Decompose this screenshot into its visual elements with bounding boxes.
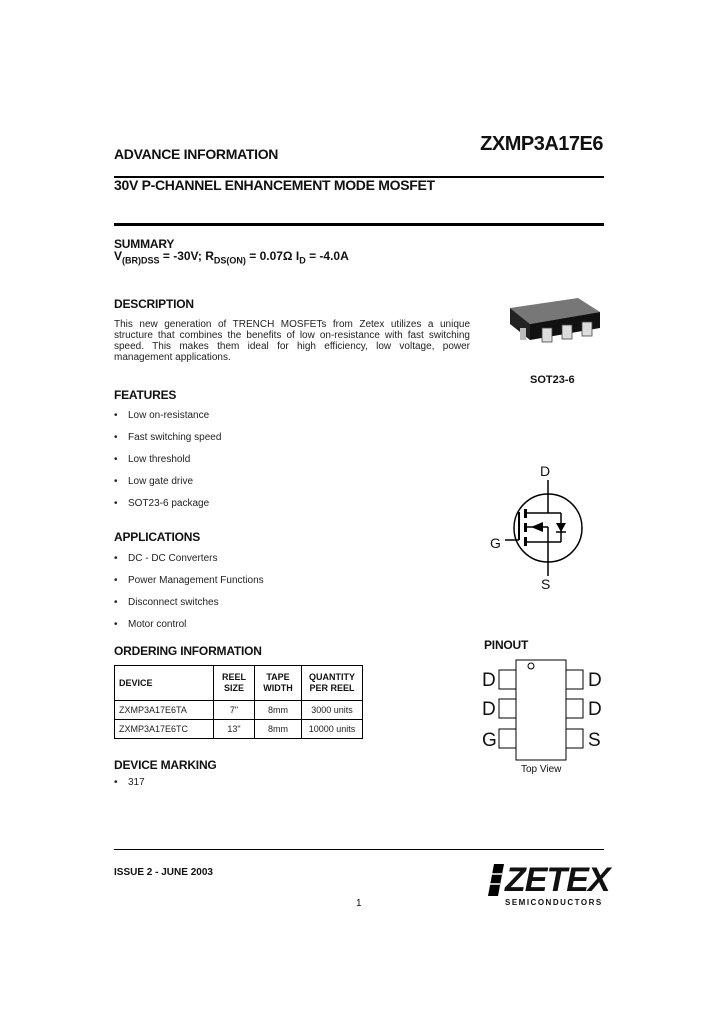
table-cell: 13" — [214, 720, 255, 739]
table-cell: 8mm — [255, 701, 302, 720]
features-heading: FEATURES — [114, 388, 177, 402]
zetex-logo: ZETEX — [505, 861, 610, 899]
table-row — [115, 720, 363, 739]
list-item: • Power Management Functions — [114, 575, 264, 586]
table-cell: 7" — [214, 701, 255, 720]
zetex-logo-mark-icon — [488, 864, 504, 896]
issue-date: ISSUE 2 - JUNE 2003 — [114, 867, 213, 878]
table-cell: 3000 units — [302, 701, 363, 720]
pin-label-left-1: D — [482, 670, 496, 691]
zetex-logo-subtitle: SEMICONDUCTORS — [505, 898, 603, 907]
header-rule-bottom — [114, 223, 604, 226]
pin-label-left-3: G — [482, 730, 497, 751]
pin-label-right-1: D — [588, 670, 602, 691]
device-marking-heading: DEVICE MARKING — [114, 758, 217, 772]
features-list — [114, 410, 221, 520]
column-header-quantity: QUANTITY PER REEL — [302, 666, 363, 701]
list-item: • Motor control — [114, 619, 187, 630]
product-subtitle: 30V P-CHANNEL ENHANCEMENT MODE MOSFET — [114, 177, 435, 193]
symbol-source-label: S — [541, 576, 551, 592]
list-item: • Low on-resistance — [114, 410, 210, 421]
ordering-table — [114, 665, 363, 739]
list-item: • DC - DC Converters — [114, 553, 218, 564]
table-header-row — [115, 666, 363, 701]
applications-list — [114, 553, 264, 641]
top-view-caption: Top View — [521, 764, 562, 775]
device-marking-list — [114, 777, 145, 799]
symbol-gate-label: G — [490, 535, 501, 551]
summary-heading: SUMMARY — [114, 237, 175, 251]
table-cell: ZXMP3A17E6TC — [115, 720, 214, 739]
page-number: 1 — [356, 898, 362, 909]
table-cell: ZXMP3A17E6TA — [115, 701, 214, 720]
package-label: SOT23-6 — [530, 374, 575, 386]
table-cell: 8mm — [255, 720, 302, 739]
list-item: • 317 — [114, 777, 145, 788]
description-heading: DESCRIPTION — [114, 297, 194, 311]
ordering-heading: ORDERING INFORMATION — [114, 644, 262, 658]
pin-label-right-2: D — [588, 699, 602, 720]
applications-heading: APPLICATIONS — [114, 530, 201, 544]
part-number-title: ZXMP3A17E6 — [480, 133, 603, 155]
list-item: • Fast switching speed — [114, 432, 222, 443]
column-header-device: DEVICE — [115, 666, 214, 701]
symbol-drain-label: D — [540, 463, 551, 479]
list-item: • Low gate drive — [114, 476, 194, 487]
list-item: • SOT23-6 package — [114, 498, 210, 509]
list-item: • Disconnect switches — [114, 597, 219, 608]
list-item: • Low threshold — [114, 454, 191, 465]
table-row — [115, 701, 363, 720]
sot23-6-package-image — [500, 290, 608, 350]
advance-information-heading: ADVANCE INFORMATION — [114, 146, 279, 162]
pin-label-left-2: D — [482, 699, 496, 720]
pinout-package-diagram — [498, 658, 586, 762]
pinout-heading: PINOUT — [484, 638, 529, 652]
summary-specs: $V_{(BR)DSS} = -30V$; $R_{DS(ON)} = 0.07\Omega$ $I_D = -4.0A$ — [114, 249, 349, 266]
description-text: This new generation of TRENCH MOSFETs from Zetex utilizes a unique structure that combines the benefits of low on-resistance with fast switching speed. This makes them ideal for high efficiency, low voltage, power management applications. — [114, 319, 470, 363]
p-channel-mosfet-symbol-icon — [505, 480, 591, 576]
footer-rule — [114, 849, 604, 850]
table-cell: 10000 units — [302, 720, 363, 739]
column-header-reel-size: REEL SIZE — [214, 666, 255, 701]
column-header-tape-width: TAPE WIDTH — [255, 666, 302, 701]
pin-label-right-3: S — [588, 730, 601, 751]
